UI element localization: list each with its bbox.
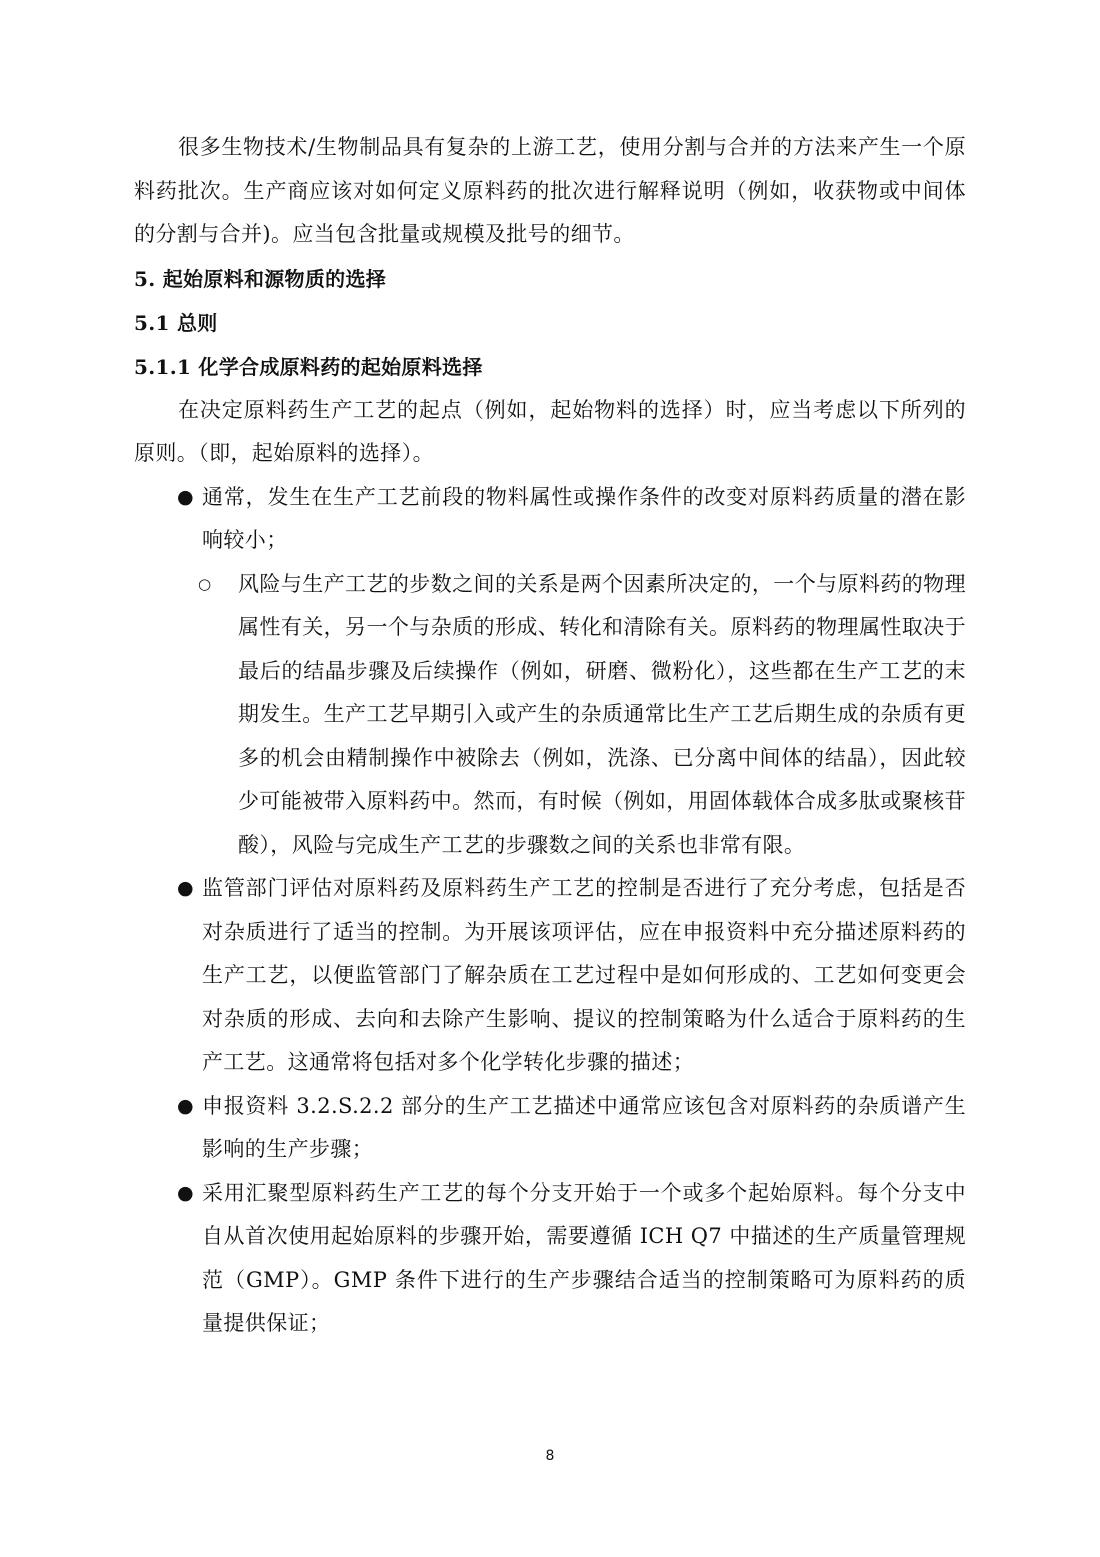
heading-section-5-1-1: 5.1.1 化学合成原料药的起始原料选择: [134, 354, 483, 379]
bullet-dot-icon: ●: [177, 485, 194, 508]
circle-bullet-icon: ○: [198, 574, 212, 593]
paragraph-intro: 很多生物技术/生物制品具有复杂的上游工艺，使用分割与合并的方法来产生一个原料药批次。生产商应该对如何定义原料药的批次进行解释说明（例如，收获物或中间体的分割与合并)。应当包含批量或规模及批号的细节。: [134, 135, 966, 246]
page-number: 8: [545, 1448, 555, 1464]
bullet-dot-icon: ●: [177, 877, 194, 899]
heading-section-5: 5. 起始原料和源物质的选择: [134, 266, 387, 291]
sub-bullet-item-1: [198, 563, 966, 868]
bullet-text: 监管部门评估对原料药及原料药生产工艺的控制是否进行了充分考虑，包括是否对杂质进行了适当的控制。为开展该项评估，应在申报资料中充分描述原料药的生产工艺，以便监管部门了解杂质在工艺过程中是如何形成的、工艺如何变更会对杂质的形成、去向和去除产生影响、提议的控制策略为什么适合于原料药的生产工艺。这通常将包括对多个化学转化步骤的描述；: [202, 876, 966, 1074]
bullet-text: 通常，发生在生产工艺前段的物料属性或操作条件的改变对原料药质量的潜在影响较小；: [202, 484, 966, 552]
bullet-dot-icon: ●: [177, 1094, 194, 1117]
heading-section-5-1: 5.1 总则: [134, 310, 218, 335]
bullet-item-2: [177, 867, 966, 1085]
bullet-item-1: [177, 476, 966, 563]
page-content: [134, 126, 966, 1346]
bullet-text: 采用汇聚型原料药生产工艺的每个分支开始于一个或多个起始原料。每个分支中自从首次使用起始原料的步骤开始，需要遵循 ICH Q7 中描述的生产质量管理规范（GMP）。GMP 条件下进行的生产步骤结合适当的控制策略可为原料药的质量提供保证；: [202, 1180, 966, 1335]
bullet-item-3: [177, 1085, 966, 1172]
bullet-item-4: [177, 1172, 966, 1346]
sub-bullet-text: 风险与生产工艺的步数之间的关系是两个因素所决定的，一个与原料药的物理属性有关，另一个与杂质的形成、转化和清除有关。原料药的物理属性取决于最后的结晶步骤及后续操作（例如，研磨、微粉化），这些都在生产工艺的末期发生。生产工艺早期引入或产生的杂质通常比生产工艺后期生成的杂质有更多的机会由精制操作中被除去（例如，洗涤、已分离中间体的结晶），因此较少可能被带入原料药中。然而，有时候（例如，用固体载体合成多肽或聚核苷酸），风险与完成生产工艺的步骤数之间的关系也非常有限。: [238, 571, 966, 857]
bullet-dot-icon: ●: [177, 1181, 194, 1204]
bullet-text: 申报资料 3.2.S.2.2 部分的生产工艺描述中通常应该包含对原料药的杂质谱产生影响的生产步骤；: [202, 1093, 966, 1161]
paragraph-start-principles: 在决定原料药生产工艺的起点（例如，起始物料的选择）时，应当考虑以下所列的原则。（即，起始原料的选择）。: [134, 397, 966, 465]
